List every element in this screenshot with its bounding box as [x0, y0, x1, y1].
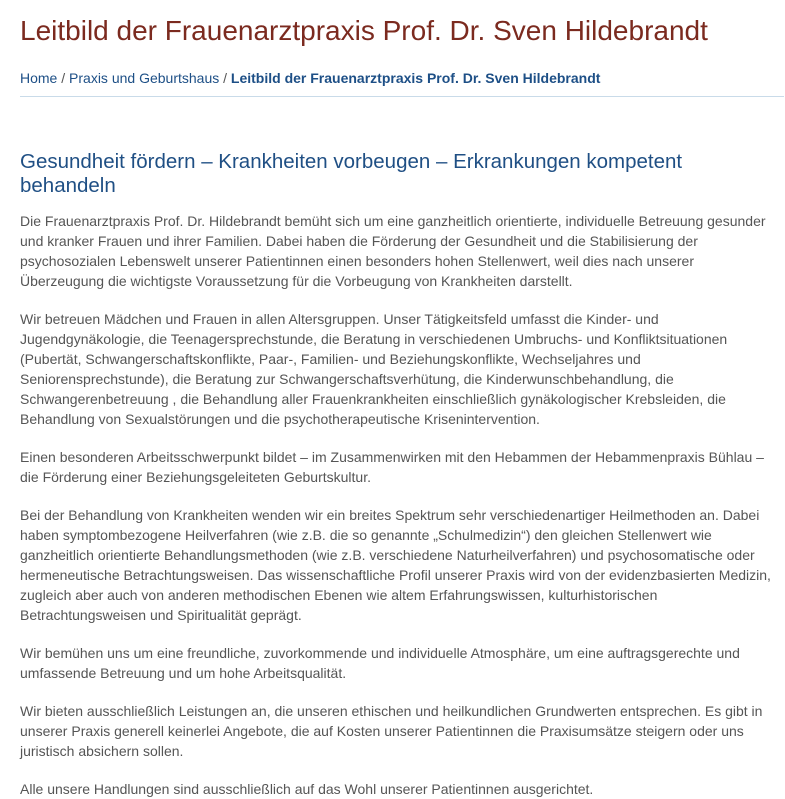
content-body — [20, 211, 780, 799]
content-paragraph: Einen besonderen Arbeitsschwerpunkt bildet – im Zusammenwirken mit den Hebammen der Hebammenpraxis Bühlau – die Förderung einer Beziehungsgeleiteten Geburtskultur. — [20, 449, 764, 485]
content-paragraph: Alle unsere Handlungen sind ausschließlich auf das Wohl unserer Patientinnen ausgerichtet. — [20, 781, 594, 797]
breadcrumb-link-home[interactable]: Home — [20, 70, 58, 86]
breadcrumb — [20, 69, 784, 97]
content-paragraph: Die Frauenarztpraxis Prof. Dr. Hildebrandt bemüht sich um eine ganzheitlich orientierte, individuelle Betreuung gesunder und kranker Frauen und ihrer Familien. Dabei haben die Förderung der Gesundheit und die Stabilisierung der psychosozialen Lebenswelt unserer Patientinnen einen besonders hohen Stellenwert, weil dies nach unserer Überzeugung die wichtigste Voraussetzung für die Vorbeugung von Krankheiten darstellt. — [20, 213, 766, 289]
content-paragraph: Wir bieten ausschließlich Leistungen an, die unseren ethischen und heilkundlichen Grundwerten entsprechen. Es gibt in unserer Praxis generell keinerlei Angebote, die auf Kosten unserer Patientinnen die Praxisumsätze steigern oder uns juristisch absichern sollen. — [20, 703, 763, 759]
content-paragraph: Bei der Behandlung von Krankheiten wenden wir ein breites Spektrum sehr verschiedenartiger Heilmethoden an. Dabei haben symptombezogene Heilverfahren (wie z.B. die so genannte „Schulmedizin“) den gleichen Stellenwert wie ganzheitlich orientierte Behandlungsmethoden (wie z.B. verschiedene Naturheilverfahren) und psychosomatische oder hermeneutische Betrachtungsweisen. Das wissenschaftliche Profil unserer Praxis wird von der evidenzbasierten Medizin, zugleich aber auch von anderen methodischen Ebenen wie altem Erfahrungswissen, kulturhistorischen Betrachtungsweisen und Spiritualität geprägt. — [20, 507, 771, 623]
breadcrumb-current: Leitbild der Frauenarztpraxis Prof. Dr. Sven Hildebrandt — [230, 70, 601, 86]
page-title: Leitbild der Frauenarztpraxis Prof. Dr. Sven Hildebrandt — [20, 15, 708, 46]
breadcrumb-separator: / — [61, 70, 70, 86]
breadcrumb-separator: / — [223, 70, 231, 86]
breadcrumb-link-praxis[interactable]: Praxis und Geburtshaus — [69, 70, 220, 86]
content-paragraph: Wir bemühen uns um eine freundliche, zuvorkommende und individuelle Atmosphäre, um eine auftragsgerechte und umfassende Betreuung und um hohe Arbeitsqualität. — [20, 645, 740, 681]
content-paragraph: Wir betreuen Mädchen und Frauen in allen Altersgruppen. Unser Tätigkeitsfeld umfasst die Kinder- und Jugendgynäkologie, die Teenagersprechstunde, die Beratung in verschiedenen Umbruchs- und Konfliktsituationen (Pubertät, Schwangerschaftskonflikte, Paar-, Familien- und Beziehungskonflikte, Wechseljahres und Seniorensprechstunde), die Beratung zur Schwangerschaftsverhütung, die Kinderwunschbehandlung, die Schwangerenbetreuung , die Behandlung aller Frauenkrankheiten einschließlich gynäkologischer Krebsleiden, die Behandlung von Sexualstörungen und die psychotherapeutische Krisenintervention. — [20, 311, 728, 427]
section-heading: Gesundheit fördern – Krankheiten vorbeugen – Erkrankungen kompetent behandeln — [20, 150, 683, 197]
